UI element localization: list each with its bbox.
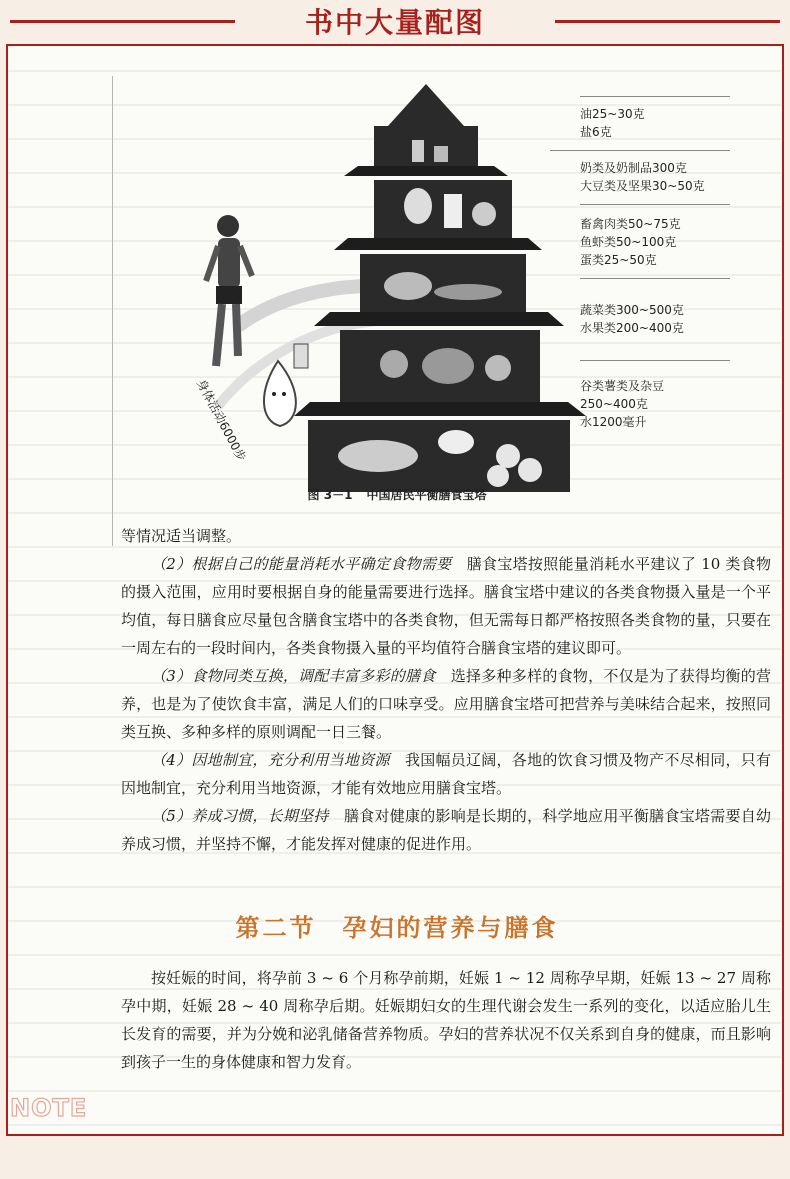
margin-line (112, 76, 113, 546)
level-1-line-1: 油25~30克 (580, 107, 645, 121)
leader-line (580, 204, 730, 205)
note-watermark: NOTE (10, 1094, 88, 1122)
banner-rule-left (10, 20, 235, 23)
level-5-line-3: 水1200毫升 (580, 415, 647, 429)
leader-line (580, 278, 730, 279)
figure-caption-text: 中国居民平衡膳食宝塔 (366, 488, 487, 502)
book-page (6, 44, 784, 1136)
paragraph-energy (121, 550, 771, 662)
leader-line (580, 96, 730, 97)
paragraph-lead: （3）食物同类互换，调配丰富多彩的膳食 (151, 667, 436, 685)
level-2-line-2: 大豆类及坚果30~50克 (580, 179, 705, 193)
level-4-line-1: 蔬菜类300~500克 (580, 303, 684, 317)
paragraph-local (121, 746, 771, 802)
food-pagoda-illustration (198, 76, 708, 496)
level-3-line-3: 蛋类25~50克 (580, 253, 657, 267)
paragraph-lead: （5）养成习惯，长期坚持 (151, 807, 329, 825)
paragraph-habit (121, 802, 771, 858)
paragraph-body: 膳食对健康的影响是长期的，科学地应用平衡膳食宝塔需要自幼养成习惯，并坚持不懈，才能发挥对健康的促进作用。 (121, 807, 771, 853)
level-5-line-1: 谷类薯类及杂豆 (580, 379, 665, 393)
activity-label: 身体活动6000步 (193, 376, 249, 464)
leader-line (550, 150, 730, 151)
section-number: 第二节 (235, 914, 317, 942)
leader-line (580, 360, 730, 361)
level-1-line-2: 盐6克 (580, 125, 612, 139)
section-heading (8, 908, 784, 943)
banner-rule-right (555, 20, 780, 23)
level-3-line-2: 鱼虾类50~100克 (580, 235, 677, 249)
level-3-line-1: 畜禽肉类50~75克 (580, 217, 681, 231)
level-2-line-1: 奶类及奶制品300克 (580, 161, 687, 175)
banner (0, 0, 790, 42)
paragraph-body: 选择多种多样的食物，不仅是为了获得均衡的营养，也是为了使饮食丰富，满足人们的口味享受。应用膳食宝塔可把营养与美味结合起来，按照同类互换、多种多样的原则调配一日三餐。 (121, 667, 771, 741)
paragraph-body: 我国幅员辽阔，各地的饮食习惯及物产不尽相同，只有因地制宜，充分利用当地资源，才能有效地应用膳食宝塔。 (121, 751, 771, 797)
paragraph-body: 膳食宝塔按照能量消耗水平建议了 10 类食物的摄入范围，应用时要根据自身的能量需要进行选择。膳食宝塔中建议的各类食物摄入量是一个平均值，每日膳食应尽量包含膳食宝塔中的各类食物，但无需每日都严格按照各类食物的量，只要在一周左右的一段时间内，各类食物摄入量的平均值符合膳食宝塔的建议即可。 (121, 555, 771, 657)
figure-caption (8, 486, 784, 503)
level-4-line-2: 水果类200~400克 (580, 321, 684, 335)
paragraph-lead: （4）因地制宜，充分利用当地资源 (151, 751, 390, 769)
paragraph-lead: （2）根据自己的能量消耗水平确定食物需要 (151, 555, 452, 573)
level-5-line-2: 250~400克 (580, 397, 648, 411)
main-text (121, 522, 771, 858)
paragraph-exchange (121, 662, 771, 746)
paragraph-continuation: 等情况适当调整。 (121, 527, 242, 545)
section-title: 孕妇的营养与膳食 (342, 914, 559, 942)
section-paragraph: 按妊娠的时间，将孕前 3 ~ 6 个月称孕前期，妊娠 1 ~ 12 周称孕早期，妊娠 13 ~ 27 周称孕中期，妊娠 28 ~ 40 周称孕后期。妊娠期妇女的生理代谢会发生一系列的变化，以适应胎儿生长发育的需要，并为分娩和泌乳储备营养物质。孕妇的营养状况不仅关系到自身的健康，而且影响到孩子一生的身体健康和智力发育。 (121, 969, 771, 1071)
section-text (121, 964, 771, 1076)
banner-title: 书中大量配图 (293, 1, 497, 41)
runner-figure (206, 215, 252, 366)
figure-number: 图 3－1 (307, 488, 353, 502)
